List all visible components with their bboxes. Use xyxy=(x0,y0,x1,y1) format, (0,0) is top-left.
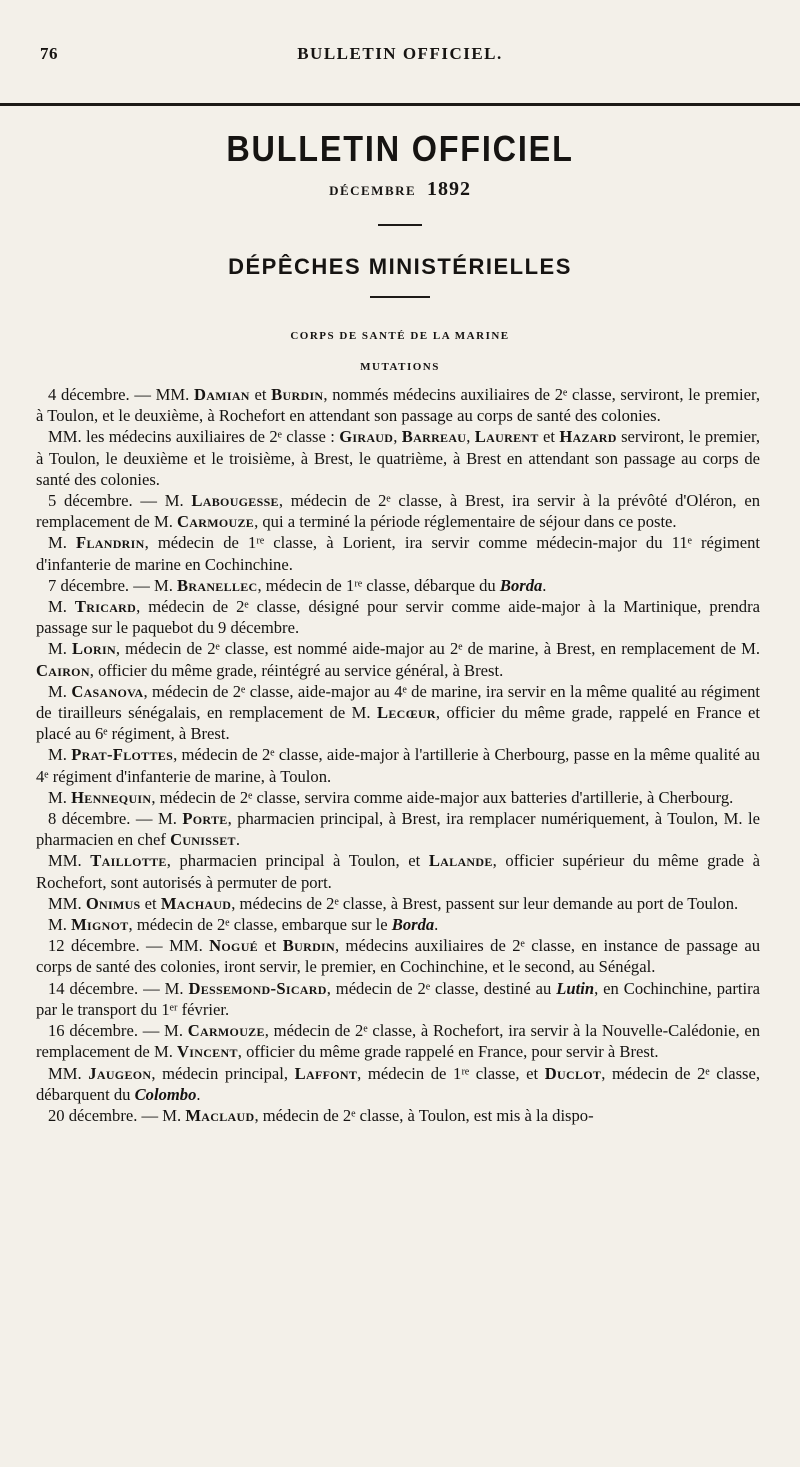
person-name: Vincent xyxy=(177,1042,238,1062)
paragraph-text: 7 décembre. — M. xyxy=(48,575,178,595)
mutation-paragraph xyxy=(36,935,760,977)
paragraph-text: 16 décembre. — M. xyxy=(48,1021,188,1041)
paragraph-text: , médecin de 2ᵉ classe, aide-major au 4ᵉ de marine, ira servir en la même qualité au régiment de tirailleurs sénégalais, en remplacement de M. xyxy=(36,681,760,723)
mutation-paragraph xyxy=(36,744,760,786)
page-number: 76 xyxy=(40,44,58,63)
person-name: Hennequin xyxy=(71,787,152,807)
person-name: Mignot xyxy=(71,915,129,935)
mutation-paragraph xyxy=(36,1105,760,1126)
paragraph-text: . xyxy=(434,915,439,935)
paragraph-text: 20 décembre. — M. xyxy=(48,1105,186,1125)
person-name: Taillotte xyxy=(90,851,167,871)
mutation-paragraph xyxy=(36,532,760,574)
person-name: Branellec xyxy=(177,575,258,595)
date-year: 1892 xyxy=(426,178,471,200)
mutation-paragraph xyxy=(36,490,760,532)
paragraph-text: , médecin de 2ᵉ classe, est nommé aide-major au 2ᵉ de marine, à Brest, en remplacement de M. xyxy=(115,639,760,659)
person-name: Barreau xyxy=(401,427,467,447)
paragraph-text: . xyxy=(235,830,240,850)
person-name: Labougesse xyxy=(191,491,279,511)
paragraph-text: , médecin de 2ᵉ classe, désigné pour servir comme aide-major à la Martinique, prendra passage sur le paquebot du 9 décembre. xyxy=(36,597,760,638)
person-name: Onimus xyxy=(85,893,141,913)
mutation-paragraph xyxy=(36,638,760,680)
paragraph-text: , officier supérieur du même grade à Rochefort, sont autorisés à permuter de port. xyxy=(36,851,761,892)
paragraph-text: , nommés médecins auxiliaires de 2ᵉ classe, serviront, le premier, à Toulon, et le deuxième, à Rochefort en attendant son passage au corps de santé des colonies. xyxy=(36,385,761,426)
paragraph-text: serviront, le premier, à Toulon, le deuxième et le troisième, à Brest, le quatrième, à Brest en attendant son passage au corps de santé des colonies. xyxy=(36,427,761,489)
person-name: Jaugeon xyxy=(88,1063,152,1083)
paragraph-text: M. xyxy=(48,745,72,765)
paragraph-text: , qui a terminé la période réglementaire de séjour dans ce poste. xyxy=(254,512,677,532)
person-name: Cunisset xyxy=(170,830,236,850)
section-divider xyxy=(370,296,430,298)
running-head xyxy=(40,0,760,63)
mutation-paragraph xyxy=(36,978,760,1020)
person-name: Laurent xyxy=(474,427,539,447)
person-name: Prat-Flottes xyxy=(71,745,174,765)
title-divider xyxy=(378,224,422,226)
mutation-paragraph xyxy=(36,808,760,850)
paragraph-text: . xyxy=(196,1084,201,1104)
person-name: Cairon xyxy=(36,660,90,680)
section-title: DÉPÊCHES MINISTÉRIELLES xyxy=(228,254,572,279)
paragraph-text: , officier du même grade, réintégré au service général, à Brest. xyxy=(89,660,504,680)
paragraph-text: , médecin de 2ᵉ classe, aide-major à l'artillerie à Cherbourg, passe en la même qualité au 4ᵉ régiment d'infanterie de marine, à Toulon. xyxy=(36,745,760,786)
paragraph-text: M. xyxy=(48,787,72,807)
paragraph-text: , médecins de 2ᵉ classe, à Brest, passent sur leur demande au port de Toulon. xyxy=(231,893,739,913)
date-line xyxy=(0,178,800,201)
paragraph-text: 4 décembre. — MM. xyxy=(48,385,194,404)
paragraph-text: . xyxy=(542,575,547,595)
mutation-paragraph xyxy=(36,384,760,426)
person-name: Lecœur xyxy=(377,703,436,723)
paragraph-text: , officier du même grade, rappelé en France et placé au 6ᵉ régiment, à Brest. xyxy=(36,703,760,744)
ship-name: Lutin xyxy=(556,978,595,998)
mutation-paragraph xyxy=(36,787,760,808)
paragraph-text: 12 décembre. — MM. xyxy=(48,936,210,956)
mutations-body xyxy=(36,384,760,1126)
paragraph-text: , médecin de 1ʳᵉ classe, à Lorient, ira servir comme médecin-major du 11ᵉ régiment d'infanterie de marine en Cochinchine. xyxy=(36,533,760,574)
paragraph-text: , xyxy=(393,427,402,447)
ship-name: Colombo xyxy=(134,1084,197,1104)
ship-name: Borda xyxy=(391,915,435,935)
person-name: Carmouze xyxy=(177,512,255,532)
paragraph-text: , officier du même grade rappelé en France, pour servir à Brest. xyxy=(237,1042,659,1062)
paragraph-text: , médecin de 2ᵉ classe, débarquent du xyxy=(36,1063,760,1104)
paragraph-text: 14 décembre. — M. xyxy=(48,978,189,998)
paragraph-text: MM. xyxy=(48,893,86,913)
person-name: Lalande xyxy=(428,851,493,871)
person-name: Burdin xyxy=(271,385,324,404)
paragraph-text: MM. les médecins auxiliaires de 2ᵉ classe : xyxy=(48,427,340,447)
mutation-paragraph xyxy=(36,850,760,892)
header-rule xyxy=(0,103,800,106)
mutation-paragraph xyxy=(36,596,760,638)
paragraph-text: MM. xyxy=(48,1063,89,1083)
mutation-paragraph xyxy=(36,426,760,490)
paragraph-text: M. xyxy=(48,597,75,617)
paragraph-text: , médecin de 1ʳᵉ classe, et xyxy=(357,1063,545,1083)
person-name: Dessemond-Sicard xyxy=(188,978,327,998)
paragraph-text: , médecin de 2ᵉ classe, à Brest, ira servir à la prévôté d'Oléron, en remplacement de M. xyxy=(36,491,760,532)
person-name: Burdin xyxy=(282,936,335,956)
person-name: Carmouze xyxy=(187,1021,265,1041)
paragraph-text: et xyxy=(538,427,560,447)
paragraph-text: , médecin de 2ᵉ classe, à Toulon, est mis à la dispo- xyxy=(254,1105,594,1125)
ship-name: Borda xyxy=(499,575,543,595)
main-title: BULLETIN OFFICIEL xyxy=(226,128,574,169)
paragraph-text: M. xyxy=(48,915,72,935)
mutation-paragraph xyxy=(36,681,760,745)
mutation-paragraph xyxy=(36,1020,760,1062)
person-name: Hazard xyxy=(559,427,617,447)
paragraph-text: , médecin de 2ᵉ classe, à Rochefort, ira servir à la Nouvelle-Calédonie, en remplacement de M. xyxy=(36,1021,760,1062)
person-name: Flandrin xyxy=(76,533,145,553)
paragraph-text: M. xyxy=(48,533,77,553)
person-name: Giraud xyxy=(339,427,394,447)
paragraph-text: et xyxy=(257,936,283,956)
date-month: DÉCEMBRE xyxy=(329,183,417,198)
paragraph-text: 5 décembre. — M. xyxy=(48,491,192,511)
person-name: Porte xyxy=(182,809,228,829)
paragraph-text: et xyxy=(140,893,161,913)
person-name: Maclaud xyxy=(185,1105,255,1125)
mutation-paragraph xyxy=(36,575,760,596)
paragraph-text: , médecin de 2ᵉ classe, destiné au xyxy=(326,978,557,998)
mutations-title: MUTATIONS xyxy=(360,361,440,373)
paragraph-text: et xyxy=(249,385,272,404)
mutation-paragraph xyxy=(36,1063,760,1105)
person-name: Nogué xyxy=(209,936,258,956)
person-name: Lorin xyxy=(72,639,116,659)
paragraph-text: , en Cochinchine, partira par le transport du 1ᵉʳ février. xyxy=(36,978,761,1019)
person-name: Duclot xyxy=(544,1063,602,1083)
paragraph-text: M. xyxy=(48,681,72,701)
paragraph-text: MM. xyxy=(48,851,91,871)
paragraph-text: , médecin principal, xyxy=(151,1063,295,1083)
paragraph-text: , médecin de 2ᵉ classe, embarque sur le xyxy=(128,915,392,935)
paragraph-text: , médecin de 1ʳᵉ classe, débarque du xyxy=(257,575,500,595)
paragraph-text: , médecin de 2ᵉ classe, servira comme aide-major aux batteries d'artillerie, à Cherbourg. xyxy=(151,787,734,807)
person-name: Machaud xyxy=(160,893,232,913)
person-name: Casanova xyxy=(71,681,144,701)
person-name: Damian xyxy=(194,385,250,404)
paragraph-text: 8 décembre. — M. xyxy=(48,809,183,829)
paragraph-text: , pharmacien principal à Toulon, et xyxy=(166,851,429,871)
paragraph-text: , pharmacien principal, à Brest, ira remplacer numériquement, à Toulon, M. le pharmacien en chef xyxy=(36,809,761,850)
mutation-paragraph xyxy=(36,914,760,935)
paragraph-text: , médecins auxiliaires de 2ᵉ classe, en instance de passage au corps de santé des colonies, iront servir, le premier, en Cochinchine, et le second, au Sénégal. xyxy=(36,936,760,977)
running-title: BULLETIN OFFICIEL. xyxy=(297,44,503,63)
corps-title: CORPS DE SANTÉ DE LA MARINE xyxy=(290,330,510,342)
paragraph-text: M. xyxy=(48,639,73,659)
paragraph-text: , xyxy=(466,427,475,447)
person-name: Laffont xyxy=(294,1063,358,1083)
mutation-paragraph xyxy=(36,893,760,914)
person-name: Tricard xyxy=(74,597,137,617)
